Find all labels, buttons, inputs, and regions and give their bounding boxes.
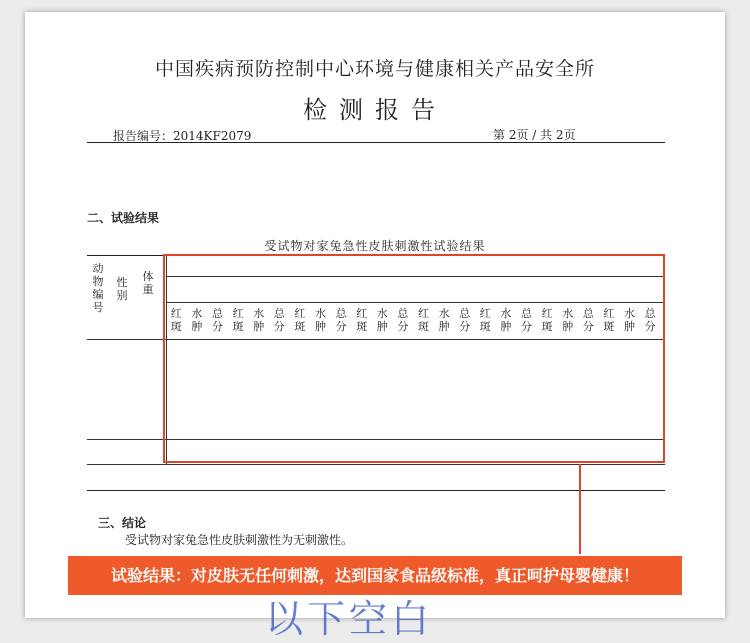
subcol-header: 总 分 [582,307,594,333]
result-banner: 试验结果：对皮肤无任何刺激，达到国家食品级标准，真正呵护母婴健康！ [68,556,682,595]
conclusion-text: 受试物对家兔急性皮肤刺激性为无刺激性。 [125,533,354,547]
subcol-header: 总 分 [211,307,223,333]
blank-below-stamp: 以下空白 [265,597,434,641]
subcol-header: 红 斑 [417,307,429,333]
header-rule [87,142,665,143]
page-info: 第 2页 / 共 2页 [493,128,576,142]
subcol-header: 红 斑 [232,307,244,333]
col-header-sex: 性 别 [116,276,128,302]
subcol-header: 总 分 [273,307,285,333]
subcol-header: 红 斑 [170,307,182,333]
section-results-heading: 二、试验结果 [87,211,160,225]
report-page [25,12,725,641]
subcol-header: 总 分 [459,307,471,333]
subcol-header: 水 肿 [376,307,388,333]
report-title: 检测报告 [303,96,447,124]
subcol-header: 水 肿 [562,307,574,333]
subcol-header: 水 肿 [191,307,203,333]
report-number: 报告编号：2014KF2079 [113,129,252,143]
subcol-header: 红 斑 [479,307,491,333]
subcol-header: 水 肿 [500,307,512,333]
subcol-header: 红 斑 [356,307,368,333]
institution-name: 中国疾病预防控制中心环境与健康相关产品安全所 [154,58,595,80]
subcol-header: 总 分 [397,307,409,333]
subcol-header: 水 肿 [253,307,265,333]
col-header-weight: 体 重 [142,270,154,296]
col-header-animal-no: 动 物 编 号 [92,262,104,314]
table-caption: 受试物对家兔急性皮肤刺激性试验结果 [264,239,486,253]
subcol-header: 总 分 [520,307,532,333]
highlight-connector [579,464,581,554]
subcol-header: 总 分 [335,307,347,333]
highlight-box [163,254,665,463]
subcol-header: 红 斑 [541,307,553,333]
subcol-header: 红 斑 [603,307,615,333]
subcol-header: 总 分 [644,307,656,333]
subcol-header: 水 肿 [623,307,635,333]
subcol-header: 水 肿 [314,307,326,333]
subcol-header: 红 斑 [294,307,306,333]
subcol-header: 水 肿 [438,307,450,333]
section-conclusion-heading: 三、结论 [98,516,147,530]
